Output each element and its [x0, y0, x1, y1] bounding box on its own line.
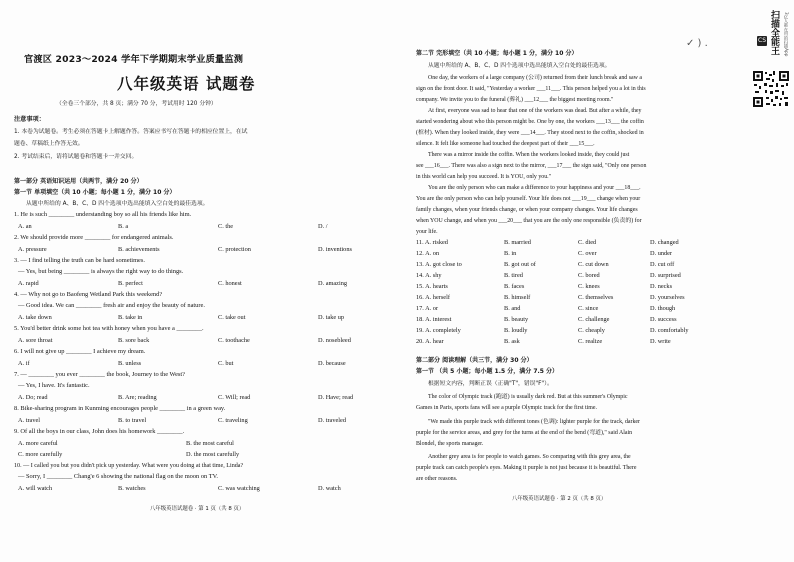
q9-opt-a: A. more careful [18, 440, 58, 447]
q6-opt-a: A. if [18, 360, 30, 367]
qr-code-icon [752, 70, 790, 108]
q9-opt-b: B. the most careful [186, 440, 234, 447]
cloze-opt-16-d: D. yourselves [650, 294, 685, 301]
cloze-opt-16-a: 16. A. herself [416, 294, 450, 301]
part1-sec1-instr: 从题中所给的 A、B、C、D 四个选项中选出能填入空白处的最佳选项。 [26, 201, 209, 207]
reading-line-6: Another grey area is for people to watch games. So comparing with this grey area, the [428, 454, 631, 460]
q3-opt-b: B. perfect [118, 280, 143, 287]
q6-opt-b: B. unless [118, 360, 142, 367]
q4-stem-1: 4. — Why not go to Baofeng Wetland Park this weekend? [14, 291, 163, 298]
cloze-opt-18-c: C. challenge [578, 316, 610, 323]
cloze-line-3: company. We invite you to the funeral (葬礼) ___12___ the biggest meeting room." [416, 97, 614, 103]
q2-opt-d: D. inventions [318, 246, 352, 253]
q7-opt-b: B. Are; reading [118, 394, 157, 401]
q5-stem: 5. You'd better drink some hot tea with honey when you have a ________. [14, 325, 204, 332]
cloze-line-8: There was a mirror inside the coffin. When the workers looked inside, they could just [428, 152, 630, 158]
q6-opt-d: D. because [318, 360, 346, 367]
q5-opt-a: A. sore throat [18, 337, 53, 344]
cloze-line-14: when YOU change, and when you ___20___ that you are the only one responsible (负责的) for [416, 218, 642, 224]
cloze-opt-13-c: C. cut down [578, 261, 609, 268]
cloze-opt-12-a: 12. A. on [416, 250, 440, 257]
page-footer-left: 八年级英语试题卷 · 第 1 页（共 8 页） [150, 506, 245, 512]
exam-title: 八年级英语 试题卷 [117, 75, 256, 93]
q4-stem-2: — Good idea. We can ________ fresh air and enjoy the beauty of nature. [18, 302, 205, 309]
q8-opt-b: B. to travel [118, 417, 147, 424]
cloze-opt-17-d: D. though [650, 305, 676, 312]
note-1: 1. 本卷为试题卷。考生必须在答题卡上解题作答。答案应书写在答题卡的相应位置上，在试 [14, 129, 248, 135]
cloze-line-7: silence. It felt like someone had touched the deepest part of their ___15___. [416, 141, 595, 147]
q4-opt-c: C. take out [218, 314, 246, 321]
q7-stem-1: 7. — ________ you ever ________ the book, Journey to the West? [14, 371, 186, 378]
q10-opt-b: B. watches [118, 485, 146, 492]
q8-opt-d: D. traveled [318, 417, 346, 424]
cloze-line-15: your life. [416, 229, 438, 235]
cloze-opt-11-c: C. died [578, 239, 597, 246]
q10-opt-c: C. was watching [218, 485, 260, 492]
cloze-line-2: sign on the front door. It said, "Yesterday a worker ___11___. This person helped you a lot in this [416, 86, 646, 92]
reading-line-4: purple for the service areas, and grey for the turns at the end of the bend (弯道)," said Alain [416, 430, 633, 436]
cloze-line-5: started wondering about who this person might be. One by one, the workers ___13___ the coffin [416, 119, 644, 125]
q4-opt-d: D. take up [318, 314, 345, 321]
reading-line-3: "We made this purple track with different tones (色调): lighter purple for the track, darker [428, 419, 641, 425]
cloze-opt-12-c: C. over [578, 250, 597, 257]
q7-opt-a: A. Do; read [18, 394, 48, 401]
q2-opt-b: B. achievements [118, 246, 160, 253]
q6-opt-c: C. but [218, 360, 234, 367]
q7-stem-2: — Yes, I have. It's fantastic. [18, 382, 90, 389]
pencil-marks: ✓ ) . [686, 38, 708, 49]
q1-opt-c: C. the [218, 223, 234, 230]
cloze-opt-16-b: B. himself [504, 294, 531, 301]
cloze-opt-17-a: 17. A. or [416, 305, 439, 312]
cloze-opt-16-c: C. themselves [578, 294, 614, 301]
q4-opt-b: B. take in [118, 314, 143, 321]
cloze-line-1: One day, the workers of a large company (公司) returned from their lunch break and saw a [428, 75, 642, 81]
section2-title: 第二节 完形填空（共 10 小题；每小题 1 分，满分 10 分） [416, 50, 578, 57]
cloze-line-12: You are the only person who can help yourself. Your life does not ___19___ change when your [416, 196, 641, 202]
reading-line-7: purple track can catch people's eyes. Making it purple is not just because it is beautiful. There [416, 465, 637, 471]
q7-opt-c: C. Will; read [218, 394, 251, 401]
cloze-opt-19-a: 19. A. completely [416, 327, 461, 334]
q8-stem: 8. Bike-sharing program in Kunming encourages people ________ in a green way. [14, 405, 226, 412]
note-2: 2. 考试结束后，请将试题卷和答题卡一并交回。 [14, 154, 138, 160]
cloze-line-10: in this world can help you succeed. It is YOU, only you." [416, 174, 552, 180]
q8-opt-a: A. travel [18, 417, 41, 424]
q1-stem: 1. He is such ________ understanding boy so all his friends like him. [14, 211, 192, 218]
reading-line-8: are other reasons. [416, 476, 458, 482]
part1-sec1-title: 第一节 单项填空（共 10 小题；每小题 1 分，满分 10 分） [14, 189, 176, 196]
reading-line-2: Games in Paris, sports fans will see a purple Olympic track for the first time. [416, 405, 597, 411]
cloze-opt-14-a: 14. A. shy [416, 272, 442, 279]
q1-opt-b: B. a [118, 223, 129, 230]
q10-opt-d: D. watch [318, 485, 341, 492]
note-1-cont: 题卷、草稿纸上作答无效。 [14, 141, 84, 147]
scanner-tagline: 3亿人都在用的扫描App [784, 12, 789, 57]
cloze-opt-12-d: D. under [650, 250, 673, 257]
cloze-opt-14-b: B. tired [504, 272, 523, 279]
q1-opt-d: D. / [318, 223, 328, 230]
cloze-opt-14-d: D. surprised [650, 272, 681, 279]
q6-stem: 6. I will not give up ________ I achieve my dream. [14, 348, 146, 355]
cloze-opt-20-d: D. write [650, 338, 671, 345]
notes-title: 注意事项： [14, 116, 45, 123]
cloze-line-9: see ___16___. There was also a sign next to the mirror, ___17___ the sign said, "Only one person [416, 163, 647, 169]
cloze-opt-18-a: 18. A. interest [416, 316, 452, 323]
cloze-opt-11-d: D. changed [650, 239, 679, 246]
cloze-line-11: You are the only person who can make a difference to your happiness and your ___18___. [428, 185, 641, 191]
cloze-line-13: family changes, when your friends change, or when your company changes. Your life changes [416, 207, 638, 213]
part2-instr: 根据短文内容，判断正误（正确"T"，错误"F"）。 [428, 381, 553, 387]
cloze-opt-17-b: B. and [504, 305, 521, 312]
q10-stem-1: 10. — I called you but you didn't pick up yesterday. What were you doing at that time, Linda? [14, 463, 244, 469]
section2-instr: 从题中所给的 A、B、C、D 四个选项中选出能填入空白处的最佳选项。 [428, 63, 611, 69]
q9-opt-c: C. more carefully [18, 451, 63, 458]
cloze-opt-14-c: C. bored [578, 272, 600, 279]
exam-meta: （全卷三个部分，共 8 页；满分 70 分，考试用时 120 分钟） [56, 101, 217, 107]
q3-opt-a: A. rapid [18, 280, 39, 287]
cloze-opt-15-c: C. knees [578, 283, 600, 290]
cloze-opt-12-b: B. in [504, 250, 517, 257]
q3-opt-d: D. amazing [318, 280, 348, 287]
cloze-opt-15-b: B. faces [504, 283, 525, 290]
reading-line-1: The color of Olympic track (跑道) is usually dark red. But at this summer's Olympic [428, 394, 628, 400]
q5-opt-b: B. sore back [118, 337, 150, 344]
cloze-opt-11-a: 11. A. risked [416, 239, 448, 246]
cloze-opt-19-b: B. loudly [504, 327, 528, 334]
q9-stem: 9. Of all the boys in our class, John does his homework ________. [14, 428, 185, 435]
part1-title: 第一部分 英语知识运用（共两节，满分 20 分） [14, 178, 143, 185]
q8-opt-c: C. traveling [218, 417, 248, 424]
q1-opt-a: A. an [18, 223, 32, 230]
cloze-line-6: (棺材). When they looked inside, they were ___14___. They stood next to the coffin, shocked in [416, 130, 644, 136]
reading-line-5: Blondel, the sports manager. [416, 441, 484, 447]
cloze-opt-13-d: D. cut off [650, 261, 675, 268]
q2-stem: 2. We should provide more ________ for endangered animals. [14, 234, 174, 241]
cloze-opt-20-b: B. ask [504, 338, 520, 345]
cloze-opt-13-a: 13. A. got close to [416, 261, 462, 268]
cloze-opt-19-c: C. cheaply [578, 327, 605, 334]
cloze-line-4: At first, everyone was sad to hear that one of the workers was dead. But after a while, they [428, 108, 642, 114]
q10-opt-a: A. will watch [18, 485, 53, 492]
q9-opt-d: D. the most carefully [186, 451, 240, 458]
cloze-opt-13-b: B. got out of [504, 261, 536, 268]
cloze-opt-20-c: C. realize [578, 338, 603, 345]
page-footer-right: 八年级英语试题卷 · 第 2 页（共 8 页） [512, 496, 607, 502]
q7-opt-d: D. Have; read [318, 394, 354, 401]
cloze-opt-11-b: B. married [504, 239, 531, 246]
cs-logo-icon: CS [758, 37, 766, 44]
cloze-opt-18-b: B. beauty [504, 316, 529, 323]
cloze-opt-19-d: D. comfortably [650, 327, 689, 334]
q5-opt-d: D. nosebleed [318, 337, 351, 344]
q5-opt-c: C. toothache [218, 337, 250, 344]
part2-title: 第二部分 阅读理解（共三节，满分 30 分） [416, 357, 533, 364]
cloze-opt-17-c: C. since [578, 305, 599, 312]
q4-opt-a: A. take down [18, 314, 52, 321]
q10-stem-2: — Sorry, I ________ Chang'e 6 showing the national flag on the moon on TV. [18, 473, 219, 480]
q2-opt-c: C. protection [218, 246, 251, 253]
cloze-opt-15-d: D. necks [650, 283, 673, 290]
part2-sec1-title: 第一节 （共 5 小题；每小题 1.5 分，满分 7.5 分） [416, 368, 559, 375]
q3-opt-c: C. honest [218, 280, 242, 287]
exam-header-line1: 官渡区 2023～2024 学年下学期期末学业质量监测 [24, 54, 244, 65]
q2-opt-a: A. pressure [18, 246, 47, 253]
scanner-brand: 扫描全能王 [769, 10, 779, 55]
q3-stem-1: 3. — I find telling the truth can be hard sometimes. [14, 257, 145, 264]
cloze-opt-15-a: 15. A. hearts [416, 283, 448, 290]
q3-stem-2: — Yes, but being ________ is always the right way to do things. [18, 268, 184, 275]
cloze-opt-20-a: 20. A. hear [416, 338, 444, 345]
cloze-opt-18-d: D. success [650, 316, 677, 323]
